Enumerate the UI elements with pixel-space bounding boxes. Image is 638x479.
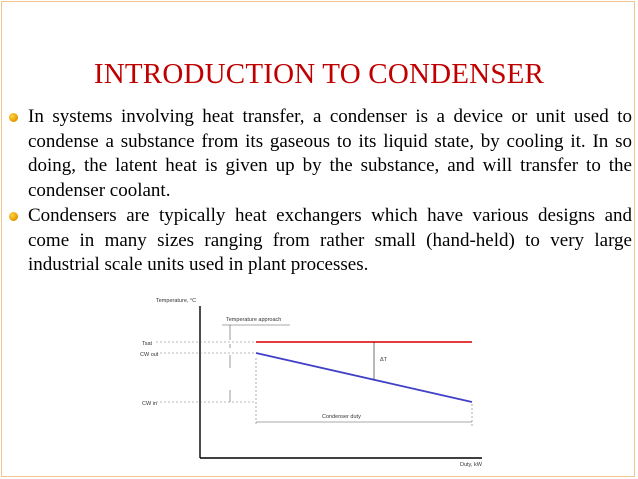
bullet-dot-icon (9, 113, 18, 122)
cw-out-label: CW out (140, 352, 159, 358)
bullet-list (8, 105, 632, 279)
condenser-temperature-diagram (130, 290, 500, 470)
bullet-item (8, 204, 632, 278)
y-axis-label: Temperature, °C (156, 298, 197, 304)
cw-in-label: CW in (142, 401, 157, 407)
tsat-label: Tsat (142, 341, 153, 347)
cooling-water-line (256, 353, 472, 402)
bullet-text: Condensers are typically heat exchangers which have various designs and come in many sizes ranging from rather small (hand-held) to very large industrial scale units used in plant processes. (28, 205, 632, 275)
slide-title: INTRODUCTION TO CONDENSER (93, 58, 545, 90)
condenser-duty-label: Condenser duty (322, 414, 361, 420)
delta-t-label: ΔT (380, 357, 388, 363)
bullet-dot-icon (9, 212, 18, 221)
temperature-approach-label: Temperature approach (226, 317, 282, 323)
bullet-item (8, 105, 632, 203)
bullet-text: In systems involving heat transfer, a condenser is a device or unit used to condense a substance from its gaseous to its liquid state, by cooling it. In so doing, the latent heat is given up by the substance, and will transfer to the condenser coolant. (28, 106, 632, 201)
x-axis-label: Duty, kW (460, 462, 482, 468)
